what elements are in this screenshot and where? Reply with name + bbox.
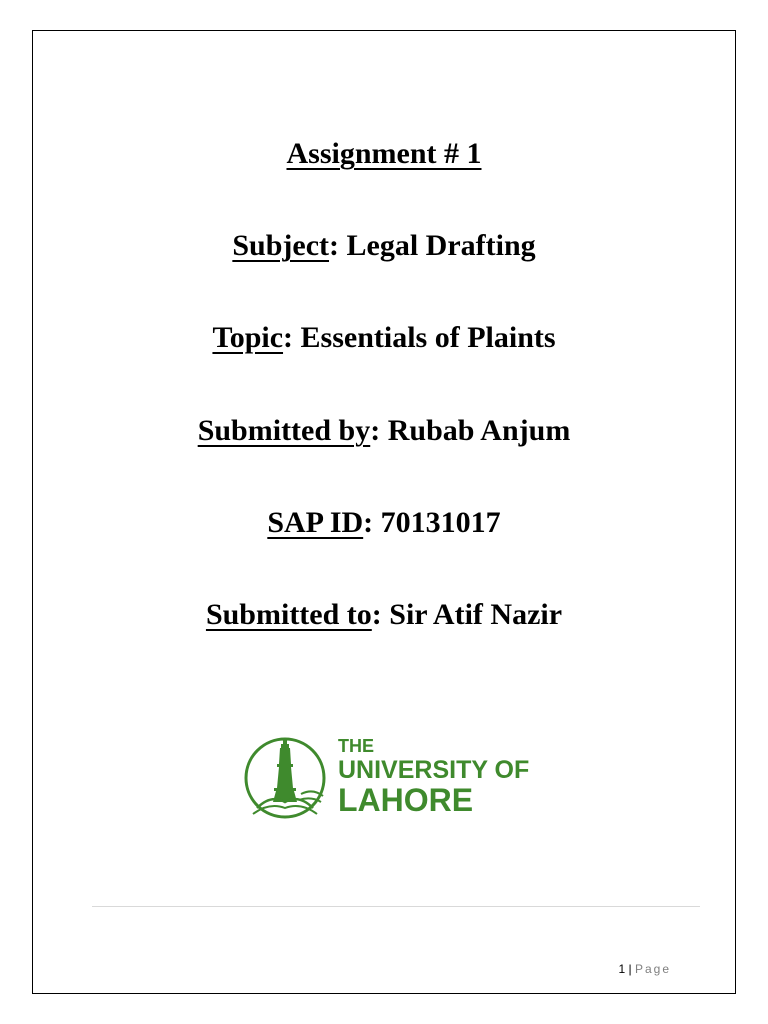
university-logo: [243, 736, 533, 820]
sap-id-label: SAP ID: [267, 506, 364, 539]
sap-id-value: : 70131017: [363, 506, 501, 539]
page-footer: [618, 962, 671, 976]
minar-emblem-icon: [243, 736, 327, 820]
submitted-by-line: [0, 413, 768, 449]
submitted-by-value: : Rubab Anjum: [370, 414, 571, 447]
page-number: 1: [618, 962, 626, 976]
assignment-title: [0, 136, 768, 172]
topic-value: : Essentials of Plaints: [283, 321, 556, 354]
assignment-title-text: Assignment # 1: [286, 137, 482, 170]
submitted-to-line: [0, 597, 768, 633]
subject-line: [0, 228, 768, 264]
logo-line-lahore: LAHORE: [338, 782, 474, 818]
page-separator: |: [625, 962, 635, 976]
submitted-to-value: : Sir Atif Nazir: [371, 598, 563, 631]
subject-value: : Legal Drafting: [329, 229, 536, 262]
sap-id-line: [0, 505, 768, 541]
submitted-to-label: Submitted to: [205, 598, 372, 631]
page-label: Page: [634, 962, 671, 976]
subject-label: Subject: [232, 229, 330, 262]
logo-line-the: THE: [338, 736, 374, 756]
logo-line-university: UNIVERSITY OF: [338, 756, 530, 784]
topic-line: [0, 320, 768, 356]
submitted-by-label: Submitted by: [197, 414, 371, 447]
topic-label: Topic: [212, 321, 284, 354]
footer-divider: [92, 906, 700, 907]
